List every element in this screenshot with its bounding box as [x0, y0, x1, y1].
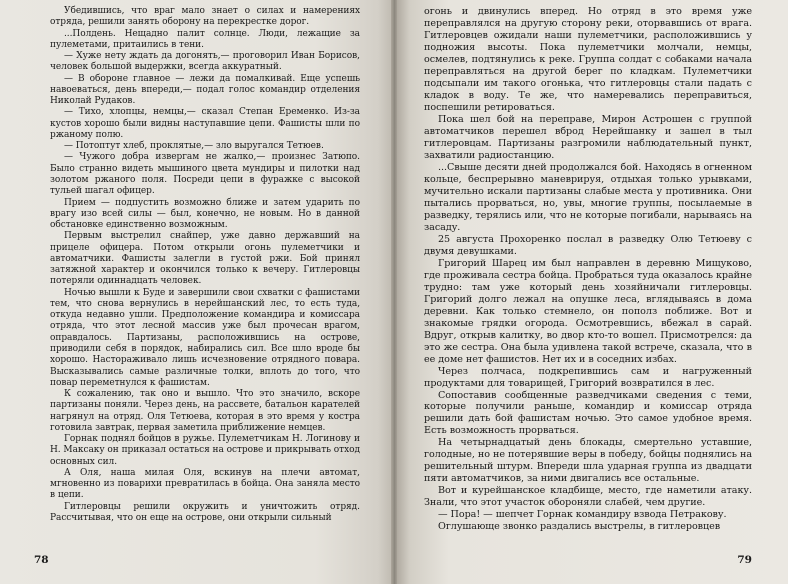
- paragraph: — Пора! — шепчет Горнак командиру взвода Петракову.: [438, 509, 727, 521]
- page-number: 78: [34, 554, 49, 566]
- paragraph: Через полчаса, подкрепившись сам и нагруженный продуктами для товарищей, Григорий возвратился в лес.: [424, 365, 752, 389]
- paragraph: — Потоптут хлеб, проклятые,— зло выругался Тетюев.: [64, 141, 324, 152]
- paragraph: Первым выстрелил снайпер, уже давно державший на прицеле офицера. Потом открыли огонь пулеметчики и автоматчики. Фашисты залегли в густой ржи. Бой принял затяжной характер и окончился только к вечеру. Гитлеровцы потеряли одиннадцать человек.: [50, 231, 360, 287]
- paragraph: К сожалению, так оно и вышло. Что это значило, вскоре партизаны поняли. Через день, на рассвете, батальон карателей нагрянул на отряд. Оля Тетюева, которая в это время у костра готовила завтрак, первая заметила приближение немцев.: [50, 389, 360, 433]
- left-page-text: [50, 6, 360, 524]
- paragraph: Оглушающе звонко раздались выстрелы, в гитлеровцев: [438, 521, 721, 533]
- paragraph: — В обороне главное — лежи да помалкивай. Еще успешь навоеваться, день впереди,— подал голос командир отделения Николай Рудаков.: [50, 73, 360, 107]
- right-page-text: [424, 6, 752, 533]
- paragraph: А Оля, наша милая Оля, вскинув на плечи автомат, мгновенно из поварихи превратилась в бойца. Она заняла место в цепи.: [50, 467, 360, 501]
- paragraph: ...Полдень. Нещадно палит солнце. Люди, лежащие за пулеметами, притаились в тени.: [50, 28, 360, 50]
- paragraph: Сопоставив сообщенные разведчиками сведения с теми, которые получили раньше, командир и комиссар отряда решили дать бой фашистам ночью. Это самое удобное время. Есть возможность прорваться.: [424, 389, 752, 437]
- paragraph: Ночью вышли к Буде и завершили свои схватки с фашистами тем, что снова вернулись в нерейшанский лес, то есть туда, откуда недавно ушли. Предположение командира и комиссара отряда, что этот лесной массив уже был прочесан врагом, оправдалось. Партизаны, расположившись на острове, приводили себя в порядок, набирались сил. Все шло вроде бы хорошо. Настораживало лишь исчезновение отрядного повара. Высказывались самые различные толки, вплоть до того, что повар переметнулся к фашистам.: [50, 287, 360, 388]
- paragraph: Прием — подпустить возможно ближе и затем ударить по врагу изо всей силы — был, конечно, не новым. Но в данной обстановке единственно возможным.: [50, 197, 360, 231]
- paragraph: — Хуже нету ждать да догонять,— проговорил Иван Борисов, человек большой выдержки, всегда аккуратный.: [50, 51, 360, 73]
- paragraph: Убедившись, что враг мало знает о силах и намерениях отряда, решили занять оборону на перекрестке дорог.: [50, 6, 360, 28]
- paragraph: Вот и курейшанское кладбище, место, где наметили атаку. Знали, что этот участок обороняли слабей, чем другие.: [424, 485, 752, 509]
- paragraph: Горнак поднял бойцов в ружье. Пулеметчикам Н. Логинову и Н. Максаку он приказал остаться на острове и прикрывать отход основных сил.: [50, 434, 360, 467]
- paragraph: Григорий Шарец им был направлен в деревню Мищуково, где проживала сестра бойца. Пробраться туда оказалось крайне трудно: там уже который день хозяйничали гитлеровцы. Григорий долго лежал на опушке леса, вглядываясь в дома деревни. Как только стемнело, он пополз поближе. Вот и знакомые грядки огорода. Осмотревшись, вбежал в сарай. Вдруг, открыв калитку, во двор кто-то вошел. Присмотрелся: да это же сестра. Она была удивлена такой встрече, сказала, что в ее доме нет фашистов. Нет их и в соседних избах.: [424, 257, 752, 365]
- paragraph: Гитлеровцы решили окружить и уничтожить отряд. Рассчитывая, что он еще на острове, они открыли сильный: [50, 501, 360, 523]
- paragraph: Пока шел бой на переправе, Мирон Астрошен с группой автоматчиков перешел вброд Нерейшанку и зашел в тыл гитлеровцам. Партизаны разгромили наблюдательный пункт, захватили радиостанцию.: [424, 113, 752, 161]
- paragraph: ...Свыше десяти дней продолжался бой. Находясь в огненном кольце, беспрерывно маневрируя, отдыхая только урывками, мучительно искали партизаны слабые места у противника. Они пытались прорваться, но, увы, многие группы, посылаемые в разведку, терялись или, что не которые погибали, нарываясь на засаду.: [424, 161, 752, 233]
- paragraph: 25 августа Прохоренко послал в разведку Олю Тетюеву с двумя девушками.: [424, 233, 752, 257]
- paragraph: — Чужого добра извергам не жалко,— произнес Затюпо. Было странно видеть мышиного цвета мундиры и пилотки над золотом ржаного поля. Посреди цепи в фуражке с высокой тульей шагал офицер.: [50, 152, 360, 197]
- paragraph: — Тихо, хлопцы, немцы,— сказал Степан Еременко. Из-за кустов хорошо были видны наступавшие цепи. Фашисты шли по ржаному полю.: [50, 107, 360, 140]
- paragraph: На четырнадцатый день блокады, смертельно уставшие, голодные, но не потерявшие веры в победу, бойцы поднялись на решительный штурм. Впереди шла ударная группа из двадцати пяти автоматчиков, за ними двигались все остальные.: [424, 437, 752, 485]
- book-gutter: [391, 0, 397, 584]
- page-number: 79: [737, 554, 752, 566]
- paragraph: огонь и двинулись вперед. Но отряд в это время уже переправлялся на другую сторону реки, оторвавшись от врага. Гитлеровцев ожидали наши пулеметчики, расположившись у подножия высоты. Пока пулеметчики молчали, немцы, осмелев, подтянулись к реке. Группа солдат с собаками начала переправляться на другой берег по кладкам. Пулеметчики подсыпали им такого огонька, что гитлеровцы стали падать с кладок в воду. Те же, что намеревались переправиться, поспешили ретироваться.: [424, 6, 752, 113]
- right-page: [394, 0, 788, 584]
